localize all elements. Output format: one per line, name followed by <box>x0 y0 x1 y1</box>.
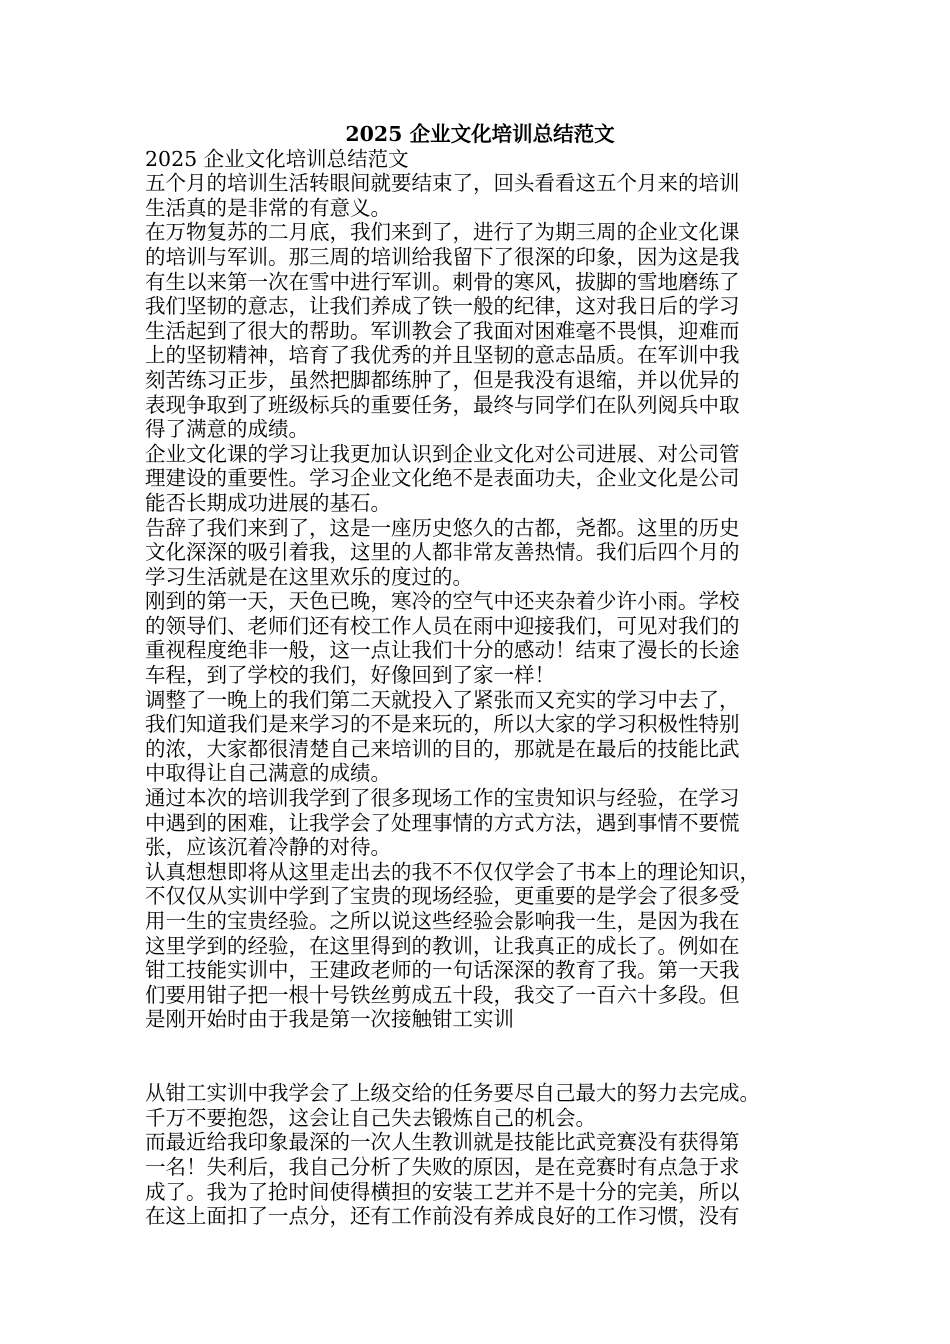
document-page <box>145 122 815 1229</box>
text-line: 刻苦练习正步，虽然把脚都练肿了，但是我没有退缩，并以优异的 <box>145 367 740 392</box>
text-line: 的培训与军训。那三周的培训给我留下了很深的印象，因为这是我 <box>145 244 740 269</box>
text-line: 重视程度绝非一般，这一点让我们十分的感动！结束了漫长的长途 <box>145 638 740 663</box>
text-line: 在这上面扣了一点分，还有工作前没有养成良好的工作习惯，没有 <box>145 1204 740 1229</box>
text-line: 生活真的是非常的有意义。 <box>145 195 391 220</box>
paragraph <box>145 688 815 786</box>
text-line: 是刚开始时由于我是第一次接触钳工实训 <box>145 1007 514 1032</box>
text-line: 文化深深的吸引着我，这里的人都非常友善热情。我们后四个月的 <box>145 540 740 565</box>
paragraph <box>145 171 815 220</box>
text-line: 能否长期成功进展的基石。 <box>145 490 391 515</box>
text-line: 的领导们、老师们还有校工作人员在雨中迎接我们，可见对我们的 <box>145 613 740 638</box>
document-subtitle: 2025 企业文化培训总结范文 <box>145 146 409 171</box>
paragraph <box>145 589 815 687</box>
paragraph <box>145 442 815 516</box>
body-section-2 <box>145 1081 815 1229</box>
text-line: 张，应该沉着冷静的对待。 <box>145 835 391 860</box>
text-line: 认真想想即将从这里走出去的我不不仅仅学会了书本上的理论知识， <box>145 859 760 884</box>
text-line: 千万不要抱怨，这会让自己失去锻炼自己的机会。 <box>145 1105 596 1130</box>
text-line: 一名！失利后，我自己分析了失败的原因，是在竞赛时有点急于求 <box>145 1154 740 1179</box>
text-line: 成了。我为了抢时间使得横担的安装工艺并不是十分的完美，所以 <box>145 1179 740 1204</box>
text-line: 们要用钳子把一根十号铁丝剪成五十段，我交了一百六十多段。但 <box>145 982 740 1007</box>
text-line: 调整了一晚上的我们第二天就投入了紧张而又充实的学习中去了， <box>145 687 740 712</box>
paragraph <box>145 860 815 1032</box>
text-line: 五个月的培训生活转眼间就要结束了，回头看看这五个月来的培训 <box>145 171 740 196</box>
text-line: 不仅仅从实训中学到了宝贵的现场经验，更重要的是学会了很多受 <box>145 884 740 909</box>
text-line: 中遇到的困难，让我学会了处理事情的方式方法，遇到事情不要慌 <box>145 810 740 835</box>
text-line: 得了满意的成绩。 <box>145 417 309 442</box>
text-line: 学习生活就是在这里欢乐的度过的。 <box>145 564 473 589</box>
body-section-1 <box>145 171 815 1032</box>
text-line: 告辞了我们来到了，这是一座历史悠久的古都，尧都。这里的历史 <box>145 515 740 540</box>
text-line: 生活起到了很大的帮助。军训教会了我面对困难毫不畏惧，迎难而 <box>145 318 740 343</box>
paragraph <box>145 516 815 590</box>
text-line: 表现争取到了班级标兵的重要任务，最终与同学们在队列阅兵中取 <box>145 392 740 417</box>
section-break <box>145 1032 815 1081</box>
text-line: 这里学到的经验，在这里得到的教训，让我真正的成长了。例如在 <box>145 933 740 958</box>
text-line: 而最近给我印象最深的一次人生教训就是技能比武竞赛没有获得第 <box>145 1130 740 1155</box>
text-line: 在万物复苏的二月底，我们来到了，进行了为期三周的企业文化课 <box>145 220 740 245</box>
text-line: 我们坚韧的意志，让我们养成了铁一般的纪律，这对我日后的学习 <box>145 294 740 319</box>
document-title: 2025 企业文化培训总结范文 <box>345 122 615 146</box>
text-line: 理建设的重要性。学习企业文化绝不是表面功夫，企业文化是公司 <box>145 466 740 491</box>
text-line: 上的坚韧精神，培育了我优秀的并且坚韧的意志品质。在军训中我 <box>145 343 740 368</box>
paragraph <box>145 786 815 860</box>
paragraph <box>145 1130 815 1228</box>
text-line: 钳工技能实训中，王建政老师的一句话深深的教育了我。第一天我 <box>145 958 740 983</box>
text-line: 刚到的第一天，天色已晚，寒冷的空气中还夹杂着少许小雨。学校 <box>145 589 740 614</box>
paragraph <box>145 220 815 441</box>
text-line: 有生以来第一次在雪中进行军训。刺骨的寒风，拔脚的雪地磨练了 <box>145 269 740 294</box>
text-line: 企业文化课的学习让我更加认识到企业文化对公司进展、对公司管 <box>145 441 740 466</box>
text-line: 通过本次的培训我学到了很多现场工作的宝贵知识与经验，在学习 <box>145 786 740 811</box>
text-line: 的浓，大家都很清楚自己来培训的目的，那就是在最后的技能比武 <box>145 736 740 761</box>
text-line: 用一生的宝贵经验。之所以说这些经验会影响我一生，是因为我在 <box>145 909 740 933</box>
text-line: 从钳工实训中我学会了上级交给的任务要尽自己最大的努力去完成。 <box>145 1081 760 1106</box>
paragraph <box>145 1081 815 1130</box>
text-line: 我们知道我们是来学习的不是来玩的，所以大家的学习积极性特别 <box>145 712 740 737</box>
text-line: 车程，到了学校的我们，好像回到了家一样！ <box>145 663 555 688</box>
text-line: 中取得让自己满意的成绩。 <box>145 761 391 786</box>
